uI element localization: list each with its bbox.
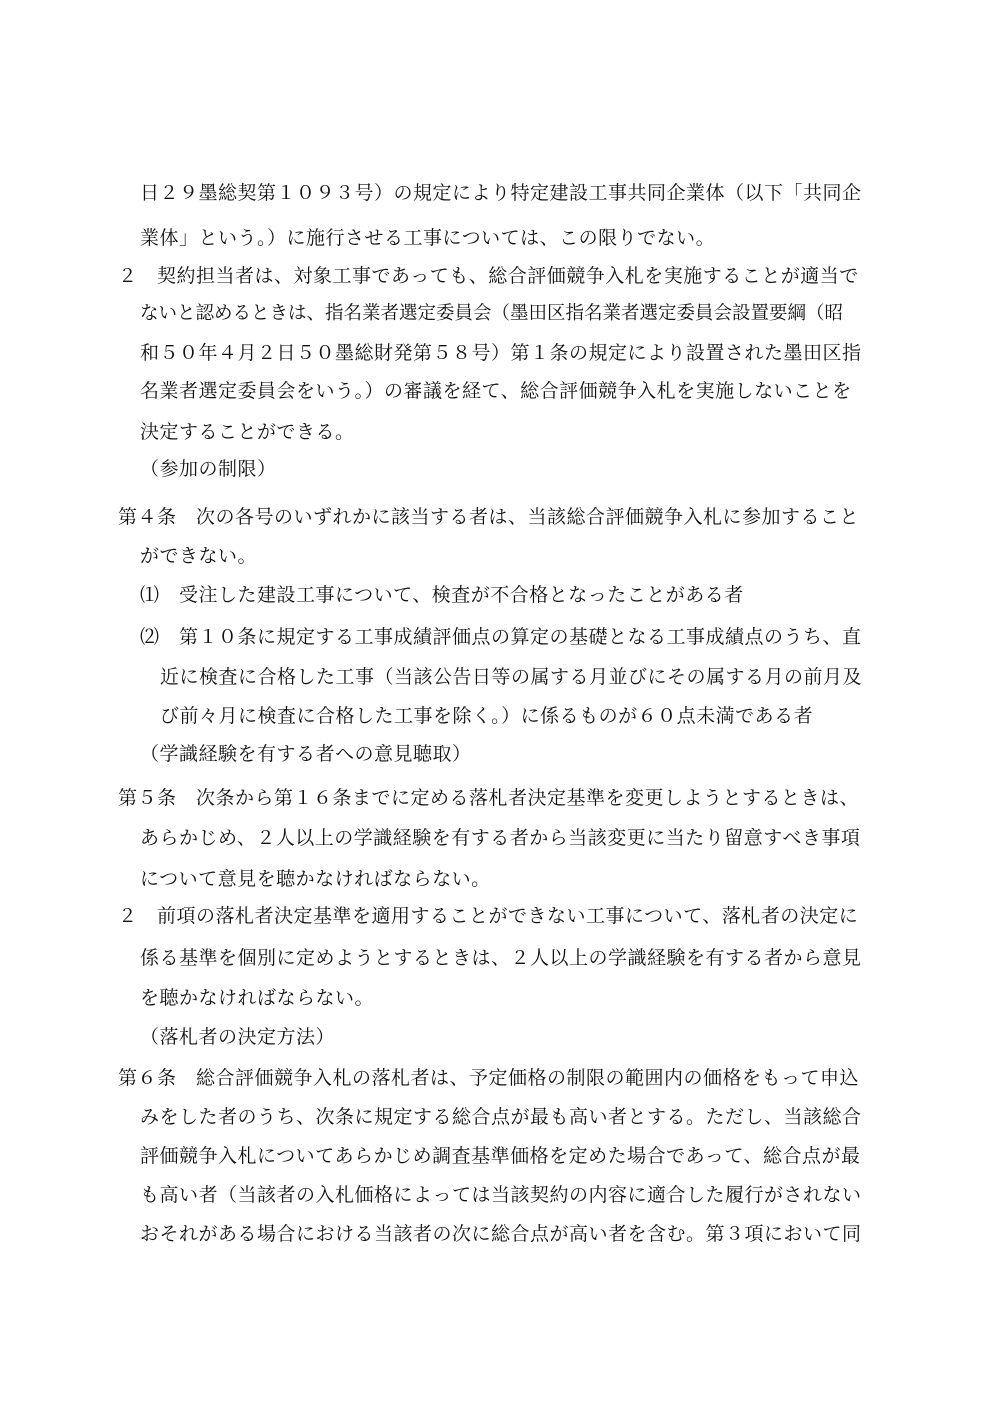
- article-heading: 第５条 次条から第１６条までに定める落札者決定基準を変更しようとするときは、: [118, 787, 860, 809]
- article-heading: 第６条 総合評価競争入札の落札者は、予定価格の制限の範囲内の価格をもって申込: [118, 1067, 860, 1089]
- text-line: び前々月に検査に合格した工事を除く。）に係るものが６０点未満である者: [160, 705, 814, 727]
- text-line: 決定することができる。: [140, 421, 355, 443]
- text-line: おそれがある場合における当該者の次に総合点が高い者を含む。第３項において同: [140, 1223, 862, 1245]
- text-line: も高い者（当該者の入札価格によっては当該契約の内容に適合した履行がされない: [140, 1184, 862, 1206]
- article-heading: 第４条 次の各号のいずれかに該当する者は、当該総合評価競争入札に参加すること: [118, 506, 860, 528]
- text-line: 業体」という。）に施行させる工事については、この限りでない。: [140, 227, 716, 249]
- section-heading: （参加の制限）: [140, 458, 277, 480]
- text-line: 評価競争入札についてあらかじめ調査基準価格を定めた場合であって、総合点が最: [140, 1145, 861, 1167]
- list-item: ⑵ 第１０条に規定する工事成績評価点の算定の基礎となる工事成績点のうち、直: [140, 626, 862, 648]
- text-line: 日２９墨総契第１０９３号）の規定により特定建設工事共同企業体（以下「共同企: [140, 182, 862, 204]
- text-line: あらかじめ、２人以上の学識経験を有する者から当該変更に当たり留意すべき事項: [140, 827, 861, 849]
- text-line: 近に検査に合格した工事（当該公告日等の属する月並びにその属する月の前月及: [160, 666, 863, 688]
- text-line: を聴かなければならない。: [140, 987, 375, 1009]
- text-line: について意見を聴かなければならない。: [140, 868, 491, 890]
- text-line: ２ 契約担当者は、対象工事であっても、総合評価競争入札を実施することが適当で: [118, 265, 859, 287]
- text-line: 名業者選定委員会をいう。）の審議を経て、総合評価競争入札を実施しないことを: [140, 380, 852, 402]
- text-line: 和５０年４月２日５０墨総財発第５８号）第１条の規定により設置された墨田区指: [140, 342, 862, 364]
- text-line: ないと認めるときは、指名業者選定委員会（墨田区指名業者選定委員会設置要綱（昭: [140, 303, 844, 324]
- text-line: ができない。: [140, 545, 258, 567]
- text-line: ２ 前項の落札者決定基準を適用することができない工事について、落札者の決定に: [118, 905, 859, 927]
- section-heading: （学識経験を有する者への意見聴取）: [140, 743, 472, 765]
- text-line: みをした者のうち、次条に規定する総合点が最も高い者とする。ただし、当該総合: [140, 1106, 862, 1128]
- text-line: 係る基準を個別に定めようとするときは、２人以上の学識経験を有する者から意見: [140, 947, 862, 969]
- list-item: ⑴ 受注した建設工事について、検査が不合格となったことがある者: [140, 584, 744, 606]
- section-heading: （落札者の決定方法）: [140, 1026, 336, 1048]
